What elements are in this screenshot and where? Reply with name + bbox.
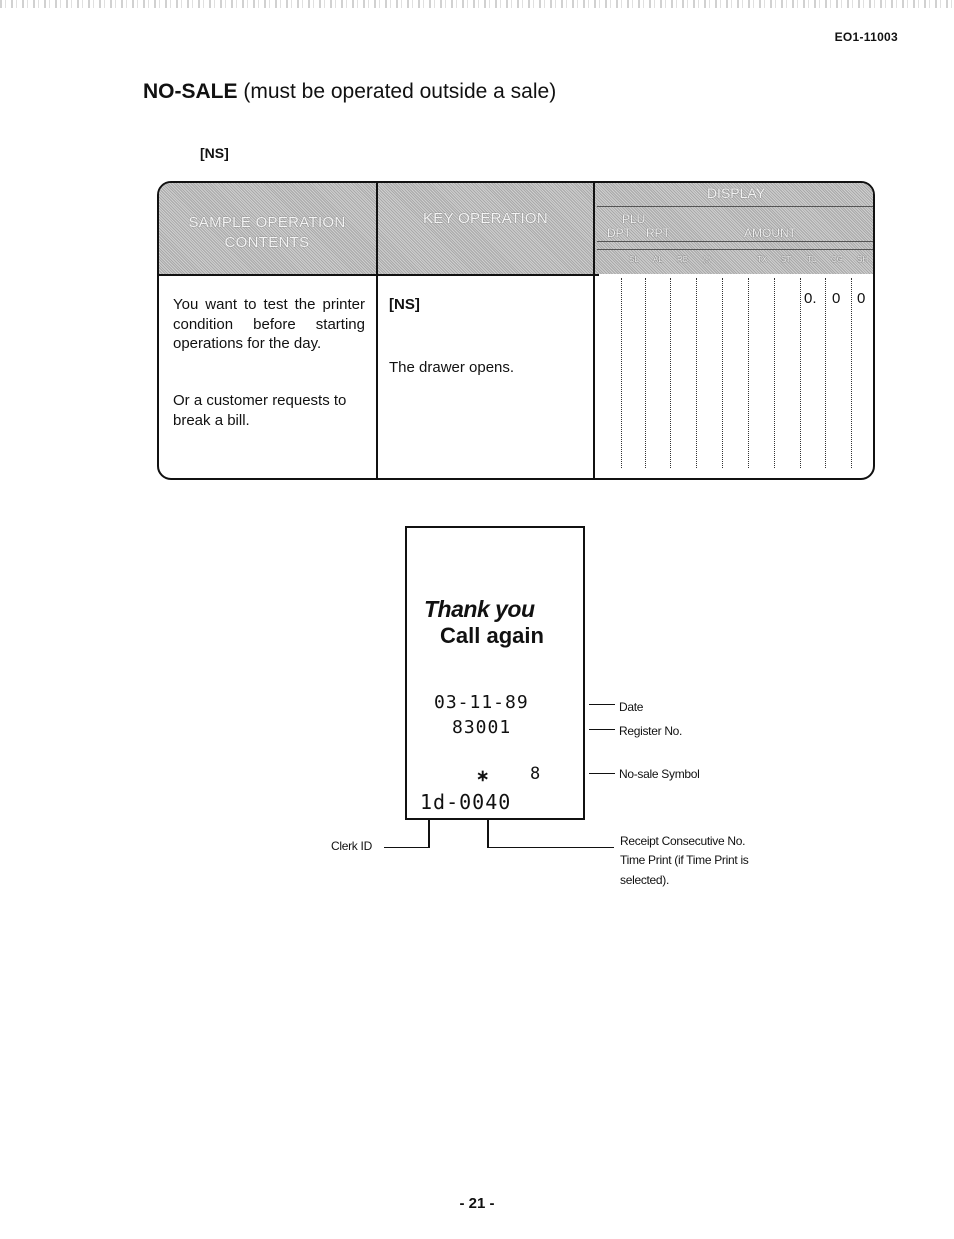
sample-text-1: You want to test the printer condition before starting operations for the day. xyxy=(173,296,365,352)
annunciator: SH xyxy=(857,255,869,264)
key-operation-header: KEY OPERATION xyxy=(422,210,549,227)
key-result: The drawer opens. xyxy=(389,359,515,376)
callout-receipt-no-2: Time Print (if Time Print is xyxy=(620,853,749,867)
callout-register: Register No. xyxy=(619,724,683,738)
document-id: EO1-11003 xyxy=(834,30,898,44)
receipt-register: 83001 xyxy=(452,717,512,738)
callout-nosale: No-sale Symbol xyxy=(619,767,700,781)
annunciator: TL xyxy=(807,255,817,264)
receipt-thanks: Thank you xyxy=(424,596,535,622)
receipt-call-again: Call again xyxy=(440,623,544,648)
annunciator: CG xyxy=(831,255,843,264)
section-title-bold: NO-SALE xyxy=(143,80,238,103)
scan-noise xyxy=(0,0,954,8)
receipt-star: ∗ xyxy=(476,768,490,785)
annunciator: SL xyxy=(629,255,639,264)
callout-receipt-no-1: Receipt Consecutive No. xyxy=(620,834,746,848)
annunciator: AL xyxy=(653,255,663,264)
sample-text-2: Or a customer requests to break a bill. xyxy=(173,392,347,429)
receipt-nosale-symbol: 8 xyxy=(530,764,542,784)
column-divider xyxy=(376,183,378,480)
page-number: - 21 - xyxy=(459,1195,495,1212)
display-digit: 0. xyxy=(804,290,817,307)
callout-date: Date xyxy=(619,700,644,714)
annunciator: (-) xyxy=(703,255,711,264)
display-digit: 0 xyxy=(832,290,841,307)
annunciator: ST xyxy=(781,255,792,264)
display-header: DISPLAY xyxy=(706,185,766,201)
display-rpt: RPT xyxy=(646,226,670,240)
section-title xyxy=(143,80,556,104)
section-title-rest: (must be operated outside a sale) xyxy=(243,80,557,103)
receipt-clerk-line: 1d-0040 xyxy=(420,790,512,814)
receipt xyxy=(405,526,585,820)
column-divider xyxy=(593,183,595,480)
receipt-date: 03-11-89 xyxy=(434,692,529,713)
sample-header: SAMPLE OPERATION CONTENTS xyxy=(188,214,346,251)
display-digit: 0 xyxy=(857,290,866,307)
key-op: [NS] xyxy=(389,296,420,313)
display-dpt: DPT xyxy=(607,226,631,240)
annunciator: TX xyxy=(757,255,768,264)
callout-receipt-no-3: selected). xyxy=(620,873,670,887)
header-divider xyxy=(159,274,599,276)
callout-clerk: Clerk ID xyxy=(331,839,372,853)
operation-table xyxy=(157,181,875,480)
key-reference: [NS] xyxy=(200,145,229,161)
display-plu: PLU xyxy=(622,212,646,226)
annunciator: RB xyxy=(677,255,689,264)
display-amount: AMOUNT xyxy=(744,226,796,240)
